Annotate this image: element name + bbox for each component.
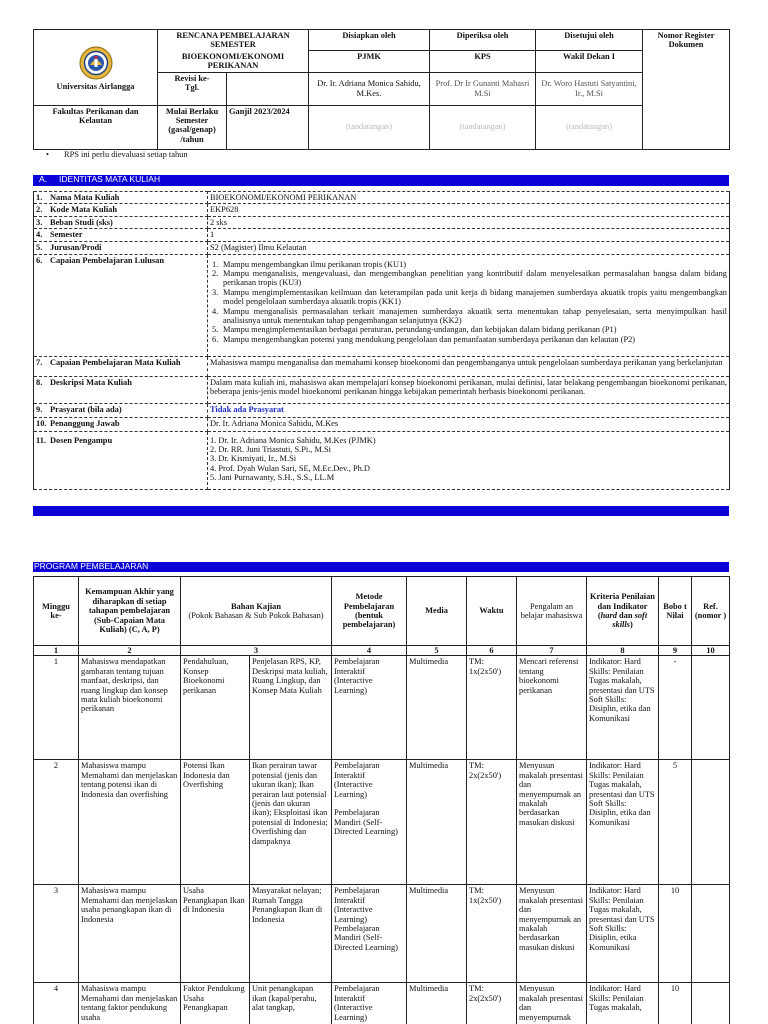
row-number: 11.	[36, 435, 47, 445]
list-item: 5. Mampu mengimplementasikan berbagai peraturan, perundang-undangan, dan kebijakan dalam bidang perikanan (P1)	[212, 325, 617, 335]
time-cell: TM: 1x(2x50')	[467, 656, 517, 760]
table-row	[34, 885, 730, 983]
experience-cell: Menyusun makalah presentasi dan menyempurnak an makalah berdasarkan masukan diskusi	[517, 885, 587, 983]
credits-value: 2 sks	[208, 216, 730, 228]
header-criteria: Kriteria Penilaian dan Indikator (hard dan soft skills)	[587, 577, 659, 646]
subtopic-cell: Penjelasan RPS, KP, Deskripsi mata kuliah, Ruang Lingkup, dan Konsep Mata Kuliah	[250, 656, 332, 760]
row-label: Capaian Pembelajaran Mata Kuliah	[50, 357, 181, 367]
identity-row	[34, 417, 730, 431]
list-item: 5. Jani Purnawanty, S.H., S.S., LL.M	[210, 473, 335, 483]
learning-program-table	[33, 576, 730, 1024]
plan-title: RENCANA PEMBELAJARAN SEMESTER	[158, 30, 309, 51]
method-cell: Pembelajaran Interaktif (Interactive Learning)	[332, 656, 407, 760]
course-outcome-value: Mahasiswa mampu menganalisa dan memahami konsep bioekonomi dan pengembanganya untuk pengelolaan sumberdaya perikanan yang berkelanjutan	[208, 356, 730, 376]
program-value: S2 (Magister) Ilmu Kelautan	[208, 241, 730, 254]
header-criteria-hard: hard	[600, 611, 617, 620]
graduate-outcomes-list	[208, 254, 730, 356]
time-cell: TM: 2x(2x50')	[467, 760, 517, 885]
university-name: Universitas Airlangga	[56, 82, 135, 92]
evaluation-note	[46, 150, 188, 159]
course-code-value: EKP628	[208, 204, 730, 216]
responsible-value: Dr. Ir. Adriana Monica Sahidu, M.Kes	[208, 417, 730, 431]
row-label: Jurusan/Prodi	[50, 242, 102, 252]
column-number: 7	[517, 646, 587, 656]
week-cell: 2	[34, 760, 79, 885]
row-label: Nama Mata Kuliah	[50, 193, 120, 202]
column-number: 5	[407, 646, 467, 656]
lecturers-list	[208, 431, 730, 489]
prerequisite-value[interactable]: Tidak ada Prasyarat	[208, 403, 730, 417]
subtopic-cell: Unit penangkapan ikan (kapal/perahu, alat tangkap,	[250, 983, 332, 1024]
identity-row	[34, 431, 730, 489]
effective-label: Mulai Berlaku Semester (gasal/genap) /tahun	[158, 105, 227, 149]
program-heading: PROGRAM PEMBELAJARAN	[33, 562, 729, 572]
row-number: 7.	[36, 357, 43, 367]
effective-value: Ganjil 2023/2024	[227, 105, 309, 149]
column-number: 1	[34, 646, 79, 656]
row-label: Dosen Pengampu	[50, 435, 113, 445]
ref-cell	[692, 760, 730, 885]
prepared-role: PJMK	[309, 51, 430, 72]
row-label: Semester	[50, 230, 83, 240]
register-value	[643, 72, 730, 149]
list-item: 1. Mampu mengembangkan ilmu perikanan tropis (KU1)	[212, 259, 407, 269]
weight-cell: -	[659, 656, 692, 760]
media-cell: Multimedia	[407, 885, 467, 983]
column-number: 6	[467, 646, 517, 656]
date-label: Tgl.	[184, 83, 200, 93]
approved-signature: (tandatangan)	[536, 105, 643, 149]
list-item: 3. Dr. Kismiyati, Ir., M.Si	[210, 454, 297, 464]
ability-cell: Mahasiswa mampu Memahami dan menjelaskan usaha penangkapan ikan di Indonesia	[79, 885, 181, 983]
header-media: Media	[407, 577, 467, 646]
method-cell: Pembelajaran Interaktif (Interactive Learning)	[332, 983, 407, 1024]
checked-signature: (tandatangan)	[430, 105, 536, 149]
time-cell: TM: 1x(2x50')	[467, 885, 517, 983]
approved-role: Wakil Dekan I	[536, 51, 643, 72]
topic-cell: Usaha Penangkapan Ikan di Indonesia	[181, 885, 250, 983]
column-number: 4	[332, 646, 407, 656]
revision-cell	[158, 72, 227, 105]
header-experience: Pengalam an belajar mahasiswa	[517, 577, 587, 646]
time-cell: TM: 2x(2x50')	[467, 983, 517, 1024]
note-text: RPS ini perlu dievaluasi setiap tahun	[64, 150, 188, 159]
identity-row	[34, 216, 730, 228]
row-label: Prasyarat (bila ada)	[50, 404, 122, 414]
identity-row	[34, 204, 730, 216]
row-number: 10.	[36, 418, 47, 428]
header-time: Waktu	[467, 577, 517, 646]
prepared-signature: (tandatangan)	[309, 105, 430, 149]
table-row	[34, 656, 730, 760]
column-number: 8	[587, 646, 659, 656]
course-name-value: BIOEKONOMI/EKONOMI PERIKANAN	[208, 192, 730, 204]
criteria-cell: Indikator: Hard Skills: Penilaian Tugas makalah, presentasi dan UTS Soft Skills: Disiplin, etika dan Komunikasi	[587, 656, 659, 760]
week-cell: 1	[34, 656, 79, 760]
topic-cell: Faktor Pendukung Usaha Penangkapan	[181, 983, 250, 1024]
list-item: 2. Mampu menganalisis, mengevaluasi, dan mengembangkan penelitian yang kontributif dalam menyelesaikan permasalahan bangsa dalam bidang perikanan tropis (KU3)	[212, 269, 727, 288]
header-weight: Bobo t Nilai	[659, 577, 692, 646]
list-item: 4. Mampu menganalisis permasalahan terkait manajemen sumberdaya akuatik serta menentukan tahap penyelesaian, serta menyimpulkan hasil analisisnya untuk menentukan tahap pengembangan selanjutnya (KK2)	[212, 306, 727, 326]
faculty-name: Fakultas Perikanan dan Kelautan	[34, 105, 158, 149]
course-description-value: Dalam mata kuliah ini, mahasiswa akan mempelajari konsep bioekonomi perikanan, mulai definisi, latar belakang pengembangan bioekonomi perikanan, beberapa jenis-jenis model bioekonomi perikanan hingga kebijakan pemerintah berbasis bioekonomi perikanan.	[208, 376, 730, 403]
media-cell: Multimedia	[407, 983, 467, 1024]
header-material-title: Bahan Kajian	[230, 601, 282, 611]
header-criteria-and: dan	[616, 611, 635, 620]
university-cell	[34, 30, 158, 106]
identity-row	[34, 356, 730, 376]
list-item: 2. Dr. RR. Juni Triastuti, S.Pi., M.Si	[210, 445, 332, 455]
revision-label: Revisi ke-	[174, 73, 210, 83]
row-number: 9.	[36, 404, 43, 414]
column-number: 10	[692, 646, 730, 656]
approved-label: Disetujui oleh	[536, 30, 643, 51]
header-criteria-title: Kriteria Penilaian dan Indikator	[590, 592, 655, 611]
column-number-row	[34, 646, 730, 656]
checked-role: KPS	[430, 51, 536, 72]
row-number: 5.	[36, 242, 43, 252]
column-number: 9	[659, 646, 692, 656]
row-label: Penanggung Jawab	[50, 418, 120, 428]
header-material-sub: (Pokok Bahasan & Sub Pokok Bahasan)	[188, 611, 324, 620]
row-label: Kode Mata Kuliah	[50, 205, 118, 215]
header-ability: Kemampuan Akhir yang diharapkan di setiap tahapan pembelajaran (Sub-Capaian Mata Kuliah) (C, A, P)	[79, 577, 181, 646]
section-a-heading	[33, 175, 729, 186]
media-cell: Multimedia	[407, 656, 467, 760]
ability-cell: Mahasiswa mampu Memahami dan menjelaskan tentang faktor pendukung usaha	[79, 983, 181, 1024]
row-number: 4.	[36, 230, 43, 240]
identity-row	[34, 403, 730, 417]
header-method: Metode Pembelajaran (bentuk pembelajaran)	[332, 577, 407, 646]
list-item: 4. Prof. Dyah Wulan Sari, SE, M.Ec.Dev., Ph.D	[210, 463, 370, 473]
semester-value: 1	[208, 229, 730, 241]
header-criteria-soft: soft skills	[612, 611, 648, 630]
row-number: 8.	[36, 377, 43, 387]
identity-row	[34, 229, 730, 241]
list-item: 1. Dr. Ir. Adriana Monica Sahidu, M.Kes (PJMK)	[210, 435, 376, 445]
document-header-table	[33, 29, 730, 150]
row-label: Beban Studi (sks)	[50, 217, 113, 227]
university-seal-logo	[79, 46, 113, 80]
row-number: 6.	[36, 255, 43, 265]
week-cell: 3	[34, 885, 79, 983]
header-material	[181, 577, 332, 646]
experience-cell: Menyusun makalah presentasi dan menyempurnak an makalah berdasarkan masukan diskusi	[517, 760, 587, 885]
ref-cell	[692, 983, 730, 1024]
media-cell: Multimedia	[407, 760, 467, 885]
ref-cell	[692, 656, 730, 760]
criteria-cell: Indikator: Hard Skills: Penilaian Tugas makalah, presentasi dan UTS Soft Skills: Disiplin, etika Komunikasi	[587, 885, 659, 983]
row-label: Capaian Pembelajaran Lulusan	[50, 255, 165, 265]
table-row	[34, 983, 730, 1024]
identity-row	[34, 376, 730, 403]
column-number: 3	[181, 646, 332, 656]
approved-name: Dr. Woro Hastuti Satyantini, Ir., M.Si	[536, 72, 643, 105]
topic-cell: Pendahuluan, Konsep Bioekonomi perikanan	[181, 656, 250, 760]
header-week: Minggu ke-	[34, 577, 79, 646]
register-label: Nomor Register Dokumen	[643, 30, 730, 73]
experience-cell: Mencari referensi tentang bioekonomi perikanan	[517, 656, 587, 760]
method-cell: Pembelajaran Interaktif (Interactive Learning) Pembelajaran Mandiri (Self-Directed Learning)	[332, 760, 407, 885]
row-number: 2.	[36, 205, 43, 215]
course-identity-table	[33, 191, 730, 490]
list-item: 3. Mampu mengimplementasikan keilmuan dan keterampilan pada unit kerja di bidang manajemen sumberdaya akuatik tropis yaitu mengembangkan model pengelolaan sumberdaya akuatik tropis (KK1)	[212, 287, 727, 307]
section-a-footer-bar	[33, 506, 729, 516]
section-a-letter: A.	[39, 174, 48, 184]
course-title: BIOEKONOMI/EKONOMI PERIKANAN	[158, 51, 309, 72]
criteria-cell: Indikator: Hard Skills: Penilaian Tugas makalah, presentasi dan UTS Soft Skills: Disiplin, etika dan Komunikasi	[587, 760, 659, 885]
checked-label: Diperiksa oleh	[430, 30, 536, 51]
prepared-label: Disiapkan oleh	[309, 30, 430, 51]
identity-row	[34, 254, 730, 356]
list-item: 6. Mampu mengembangkan potensi yang mendukung pengelolaan dan pemanfaatan sumberdaya perikanan dan kelautan (P2)	[212, 334, 636, 344]
subtopic-cell: Masyarakat nelayan; Rumah Tangga Penangkapan Ikan di Indonesia	[250, 885, 332, 983]
experience-cell: Menyusun makalah presentasi dan menyempurnak	[517, 983, 587, 1024]
weight-cell: 5	[659, 760, 692, 885]
table-row	[34, 760, 730, 885]
topic-cell: Potensi Ikan Indonesia dan Overfishing	[181, 760, 250, 885]
method-cell: Pembelajaran Interaktif (Interactive Learning) Pembelajaran Mandiri (Self-Directed Learning)	[332, 885, 407, 983]
row-number: 3.	[36, 217, 43, 227]
ref-cell	[692, 885, 730, 983]
weight-cell: 10	[659, 885, 692, 983]
note-bullet: •	[46, 150, 49, 159]
week-cell: 4	[34, 983, 79, 1024]
ability-cell: Mahasiswa mampu Memahami dan menjelaskan tentang potensi ikan di Indonesia dan overfishing	[79, 760, 181, 885]
prepared-name: Dr. Ir. Adriana Monica Sahidu, M.Kes.	[309, 72, 430, 105]
ability-cell: Mahasiswa mendapatkan gambaran tentang tujuan manfaat, deskripsi, dan ruang lingkup dan konsep mata kuliah bioekonomi perikanan	[79, 656, 181, 760]
criteria-cell: Indikator: Hard Skills: Penilaian Tugas makalah,	[587, 983, 659, 1024]
header-ref: Ref. (nomor )	[692, 577, 730, 646]
subtopic-cell: Ikan perairan tawar potensial (jenis dan ukuran ikan); Ikan perairan laut potensial (jenis dan ukuran ikan); Eksploitasi ikan potensial di Indonesia; Overfishing dan dampaknya	[250, 760, 332, 885]
section-a-title: IDENTITAS MATA KULIAH	[59, 174, 161, 184]
row-number: 1.	[36, 193, 43, 202]
identity-row	[34, 241, 730, 254]
revision-value	[227, 72, 309, 105]
column-number: 2	[79, 646, 181, 656]
weight-cell: 10	[659, 983, 692, 1024]
row-label: Deskripsi Mata Kuliah	[50, 377, 132, 387]
checked-name: Prof. Dr Ir Gunanti Mahasri M.Si	[430, 72, 536, 105]
identity-row	[34, 192, 730, 204]
